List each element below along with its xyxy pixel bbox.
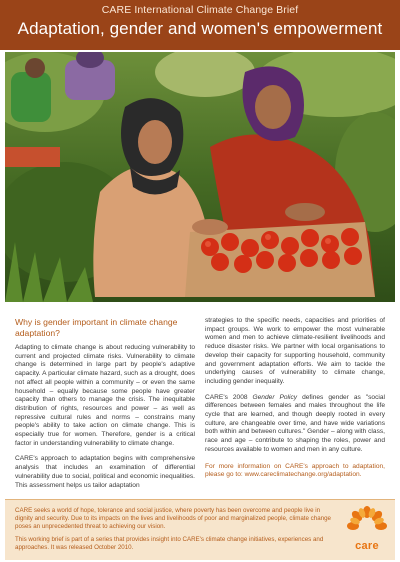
- series-note: This working brief is part of a series that provides insight into CARE's climate change initiatives, experiences and approaches. It was released October 2010.: [15, 536, 324, 552]
- women-harvesting-tomatoes-illustration: [5, 52, 395, 302]
- section-heading: Why is gender important in climate change adaptation?: [15, 317, 178, 338]
- series-title: CARE International Climate Change Brief: [101, 4, 299, 16]
- care-logo: [345, 506, 389, 556]
- gender-policy-title: Gender Policy: [252, 393, 298, 401]
- paragraph-prefix: CARE's 2008: [205, 393, 253, 401]
- page-title: Adaptation, gender and women's empowerment: [17, 19, 383, 38]
- body-paragraph: CARE's approach to adaptation begins with comprehensive analysis that includes an examination of differential vulnerability due to social, political and economic inequalities. This assessment helps us tailor adaptation: [15, 455, 195, 489]
- footer-box: [5, 499, 395, 560]
- body-paragraph: Adapting to climate change is about reducing vulnerability to current and projected climate risks. Vulnerability to climate change is determined in large part by people's adaptive capacity. A particular climate hazard, such as a drought, does not affect all people within a community – or even the same household – equally because some people have greater capacity than others to manage the crisis. The inequitable distribution of rights, resources and power – as well as repressive cultural rules and norms – constrains many people's ability to take action on climate change. This is especially true for women. Therefore, gender is a critical factor in understanding vulnerability to climate change.: [15, 344, 195, 447]
- body-paragraph: strategies to the specific needs, capacities and priorities of impact groups. We work to empower the most vulnerable women and men to achieve climate-resilient livelihoods and reduce disaster risks. We partner with local organisations to develop their capacity for supporting household, community and government adaptation efforts. We aim to tackle the underlying causes of vulnerability to climate change, including gender inequality.: [205, 317, 385, 385]
- mission-statement: CARE seeks a world of hope, tolerance and social justice, where poverty has been overcome and people live in dignity and security. Due to its impacts on the lives and livelihoods of poor and marginalized people, climate change poses an unprecedented threat to achieving our vision.: [15, 507, 331, 531]
- more-info-link-text[interactable]: For more information on CARE's approach to adaptation, please go to: www.careclimatechange.org/adaptation.: [205, 462, 385, 479]
- gender-policy-paragraph: [205, 394, 385, 455]
- care-logo-wordmark: care: [355, 540, 379, 552]
- left-column: [15, 317, 195, 497]
- cover-photo: [5, 52, 395, 302]
- header-banner: [0, 0, 400, 50]
- care-hands-circle-icon: [345, 506, 389, 540]
- right-column: [205, 317, 385, 487]
- paragraph-rest: defines gender as "social differences between females and males throughout the life cycle that are learned, and though deeply rooted in every culture, are changeable over time, and have wide variations both within and between cultures." Gender – along with class, race and age – contribute to shaping the roles, power and resources available to women and men in any culture.: [205, 393, 385, 453]
